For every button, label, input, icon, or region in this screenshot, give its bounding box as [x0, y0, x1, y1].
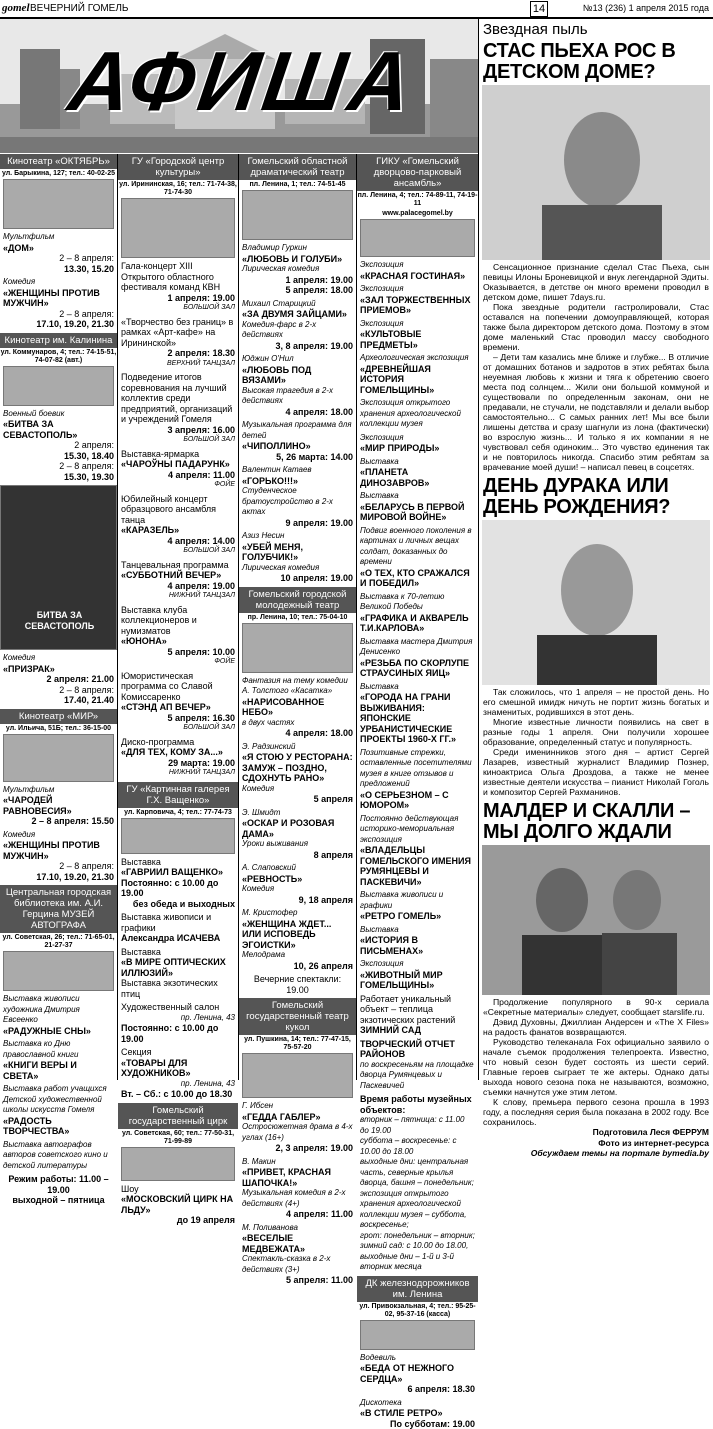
- section-header: Гомельский государственный цирк: [118, 1103, 238, 1129]
- singer-photo: [482, 85, 710, 260]
- listing: Юмористическая программа со Славой Комиссаренко «СТЭНД АП ВЕЧЕР» 5 апреля: 16.30 БОЛЬШОЙ ЗАЛ: [118, 671, 238, 734]
- article-paragraph: Многие известные личности появились на свет в разные годы 1 апреля. Они получили хорошее образование, определенный статус и популярность.: [479, 717, 713, 747]
- section-address: ул. Ирининская, 16; тел.: 71-74-38, 71-74-30: [118, 180, 238, 198]
- exhibit-item: Экспозиция «ЗАЛ ТОРЖЕСТВЕННЫХ ПРИЕМОВ»: [357, 284, 478, 316]
- article-headline: СТАС ПЬЕХА РОС В ДЕТСКОМ ДОМЕ?: [479, 41, 713, 83]
- exhibit-item: Выставка живописи и графики «РЕТРО ГОМЕЛЬ»: [357, 890, 478, 922]
- culture-house-photo: [360, 1320, 475, 1350]
- article-paragraph: Дэвид Духовны, Джиллиан Андерсен и «The X Files» на радость фанатов возвращаются.: [479, 1017, 713, 1037]
- listing: Комедия «ЖЕНЩИНЫ ПРОТИВ МУЖЧИН» 2 – 8 апреля: 17.10, 19.20, 21.30: [0, 830, 117, 883]
- exhibit-item: Выставка мастера Дмитрия Денисенко «РЕЗЬБА ПО СКОРЛУПЕ СТРАУСИНЫХ ЯИЦ»: [357, 637, 478, 679]
- exhibit-item: Археологическая экспозиция «ДРЕВНЕЙШАЯ ИСТОРИЯ ГОМЕЛЬЩИНЫ»: [357, 353, 478, 395]
- website-link[interactable]: www.palacegomel.by: [357, 209, 478, 219]
- poster-title: БИТВА ЗА СЕВАСТОПОЛЬ: [1, 610, 118, 631]
- section-address: ул. Советская, 26; тел.: 71-65-01, 21-27-37: [0, 933, 117, 951]
- opening-hours: Режим работы: 11.00 – 19.00 выходной – пятница: [0, 1174, 117, 1206]
- portrait-image: [482, 85, 710, 260]
- x-files-photo: [482, 845, 710, 995]
- exhibit-item: Экспозиция «МИР ПРИРОДЫ»: [357, 433, 478, 454]
- exhibit-item: Выставка «БЕЛАРУСЬ В ПЕРВОЙ МИРОВОЙ ВОЙНЕ»: [357, 491, 478, 523]
- photo-credit: Фото из интернет-ресурса: [479, 1138, 713, 1149]
- theatre-photo: [242, 190, 353, 240]
- cinema-column: [0, 154, 117, 1080]
- evening-shows: Вечерние спектакли: 19.00: [239, 974, 356, 995]
- museum-hours: Время работы музейных объектов: вторник – пятница: с 11.00 до 19.00 суббота – воскресенье: с 10.00 до 18.00 выходные дни: центральная часть, северные крылья дворца, башня – понедельник; экспозиция открытого хранения археологической коллекции музея – суббота, воскресенье; грот: понедельник – вторник; зимний сад: с 10.00 до 18.00, выходные дни – 1-й и 3-й вторник месяца: [357, 1094, 478, 1273]
- section-address: пл. Ленина, 4; тел.: 74-89-11, 74-19-11: [357, 191, 478, 209]
- running-header: [0, 0, 713, 18]
- article-paragraph: К слову, премьера первого сезона прошла в 1993 году, а последняя серия была показана в 2002 году. Все сохранилось.: [479, 1097, 713, 1127]
- news-column: [479, 19, 713, 1080]
- section-address: ул. Привокзальная, 4; тел.: 95-25-02, 95-37-16 (касса): [357, 1302, 478, 1320]
- article-paragraph: Продолжение популярного в 90-х сериала «Секретные материалы» следует, сообщает starslife.ru.: [479, 997, 713, 1017]
- section-address: ул. Пушкина, 14; тел.: 77-47-15, 75-57-20: [239, 1035, 356, 1053]
- listing: Михаил Старицкий «ЗА ДВУМЯ ЗАЙЦАМИ» Комедия-фарс в 2-х действиях 3, 8 апреля: 19.00: [239, 299, 356, 352]
- listing: Юбилейный концерт образцового ансамбля танца «КАРАЗЕЛЬ» 4 апреля: 14.00 БОЛЬШОЙ ЗАЛ: [118, 494, 238, 557]
- cinema-photo: [3, 734, 114, 782]
- listing: Азиз Несин «УБЕЙ МЕНЯ, ГОЛУБЧИК!» Лирическая комедия 10 апреля: 19.00: [239, 531, 356, 584]
- section-header: ДК железнодорожников им. Ленина: [357, 1276, 478, 1302]
- listing: М. Поливанова «ВЕСЕЛЫЕ МЕДВЕЖАТА» Спектакль-сказка в 2-х действиях (3+) 5 апреля: 11.00: [239, 1223, 356, 1286]
- article-paragraph: – Дети там казались мне ближе и глубже... В отличие от домашних ботанов и задротов в этих ребятах была неуемная любовь к жизни и тяга к обретению своего места под солнцем... Жили они большой коммуной и существовали по определенным законам, они не предавали, не стучали, не подставляли и делали выбор самостоятельно... С самых ранних лет! Мы все были лишены детства и сразу шагнули из лона (фактически) во взрослую жизнь... И только я их компании я не чувствовал себя одиноким... Это чувство единения так и не повторилось никогда. Спасибо этим ребятам за врачевание моей души! – написал певец в соцсетях.: [479, 352, 713, 472]
- listing: Выставка-ярмарка «ЧАРОЎНЫ ПАДАРУНК» 4 апреля: 11.00 ФОЙЕ: [118, 449, 238, 491]
- banner-title: АФИША: [63, 33, 421, 130]
- listing: Выставка живописи и графики Александра ИСАЧЕВА: [118, 912, 238, 944]
- paper-logo: gomel: [2, 2, 30, 14]
- listing: Г. Ибсен «ГЕДДА ГАБЛЕР» Остросюжетная драма в 4-х углах (16+) 2, 3 апреля: 19.00: [239, 1101, 356, 1154]
- issue-info: №13 (236) 1 апреля 2015 года: [583, 3, 709, 13]
- section-header: Кинотеатр им. Калинина: [0, 333, 117, 348]
- section-header: Кинотеатр «ОКТЯБРЬ»: [0, 154, 117, 169]
- article-paragraph: Так сложилось, что 1 апреля – не простой день. Но его смешной имидж ничуть не портит жизнь богатых и знаменитых, родившихся в этот день.: [479, 687, 713, 717]
- listing: Выставка живописи художника Дмитрия Евсеенко «РАДУЖНЫЕ СНЫ»: [0, 994, 117, 1036]
- listing: Художественный салон пр. Ленина, 43 Постоянно: с 10.00 до 19.00: [118, 1002, 238, 1044]
- cinema-photo: [3, 366, 114, 406]
- listing: Выставка клуба коллекционеров и нумизматов «ЮНОНА» 5 апреля: 10.00 ФОЙЕ: [118, 605, 238, 668]
- section-address: ул. Коммунаров, 4; тел.: 74-15-51, 74-07-82 (авт.): [0, 348, 117, 366]
- listing: Э. Радзинский «Я СТОЮ У РЕСТОРАНА: ЗАМУЖ – ПОЗДНО, СДОХНУТЬ РАНО» Комедия 5 апреля: [239, 742, 356, 805]
- listing: Работает уникальный объект – теплица экзотических растений ЗИМНИЙ САД: [357, 994, 478, 1036]
- listing: Гала-концерт XIII Открытого областного фестиваля команд КВН 1 апреля: 19.00 БОЛЬШОЙ ЗАЛ: [118, 261, 238, 314]
- exhibit-item: Экспозиция «КРАСНАЯ ГОСТИНАЯ»: [357, 260, 478, 281]
- section-address: ул. Ильича, 51Б; тел.: 36-15-00: [0, 724, 117, 734]
- circus-photo: [121, 1147, 235, 1181]
- listing: Владимир Гуркин «ЛЮБОВЬ И ГОЛУБИ» Лирическая комедия 1 апреля: 19.00 5 апреля: 18.00: [239, 243, 356, 296]
- listing: Военный боевик «БИТВА ЗА СЕВАСТОПОЛЬ» 2 апреля: 15.30, 18.40 2 – 8 апреля: 15.30, 19.30: [0, 409, 117, 483]
- exhibit-item: Экспозиция открытого хранения археологической коллекции музея: [357, 398, 478, 430]
- cinema-photo: [3, 179, 114, 229]
- exhibit-item: Выставка «ГОРОДА НА ГРАНИ ВЫЖИВАНИЯ: ЯПОНСКИЕ УРБАНИСТИЧЕСКИЕ ПРОЕКТЫ 1960-Х ГГ.»: [357, 682, 478, 745]
- listing: Танцевальная программа «СУББОТНИЙ ВЕЧЕР» 4 апреля: 19.00 НИЖНИЙ ТАНЦЗАЛ: [118, 560, 238, 602]
- listing: Юджин О'Нил «ЛЮБОВЬ ПОД ВЯЗАМИ» Высокая трагедия в 2-х действиях 4 апреля: 18.00: [239, 354, 356, 417]
- listing: ТВОРЧЕСКИЙ ОТЧЕТ РАЙОНОВ по воскресеньям на площадке дворца Румянцевых и Паскевичей: [357, 1039, 478, 1092]
- exhibit-list: [357, 260, 478, 991]
- listing: Выставка автографов авторов советского кино и детской литературы: [0, 1140, 117, 1172]
- exhibit-item: Выставка «ИСТОРИЯ В ПИСЬМЕНАХ»: [357, 925, 478, 957]
- listing: Музыкальная программа для детей «ЧИПОЛЛИНО» 5, 26 марта: 14.00: [239, 420, 356, 462]
- section-address: ул. Советская, 60; тел.: 77-50-31, 71-99-89: [118, 1129, 238, 1147]
- article-paragraph: Пока звездные родители гастролировали, Стас оставался на попечении домоуправляющей, которая также была директором детского дома. Поэтому в этом доме маленький Стас проводил массу свободного времени.: [479, 302, 713, 352]
- author-credit: Подготовила Леся ФЕРРУМ: [479, 1127, 713, 1138]
- article-paragraph: Сенсационное признание сделал Стас Пьеха, сын певицы Илоны Броневицкой и внук легендарной Эдиты. Оказывается, в детстве он много времени проводил в детском доме, пишет 7days.ru.: [479, 262, 713, 302]
- exhibit-item: Позитивные стрежки, оставленные посетителями музея в книге отзывов и предложений «О СЕРЬЕЗНОМ – С ЮМОРОМ»: [357, 748, 478, 811]
- venue-photo: [121, 198, 235, 258]
- afisha-banner: [0, 19, 478, 153]
- section-header: Гомельский государственный театр кукол: [239, 998, 356, 1035]
- exhibit-item: Выставка к 70-летию Великой Победы «ГРАФИКА И АКВАРЕЛЬ Т.И.КАРЛОВА»: [357, 592, 478, 634]
- gallery-photo: [121, 818, 235, 854]
- section-header: Гомельский городской молодежный театр: [239, 587, 356, 613]
- listing: В. Макин «ПРИВЕТ, КРАСНАЯ ШАПОЧКА!» Музыкальная комедия в 2-х действиях (4+) 4 апреля: 11.00: [239, 1157, 356, 1220]
- article-headline: МАЛДЕР И СКАЛЛИ – МЫ ДОЛГО ЖДАЛИ: [479, 801, 713, 843]
- movie-poster: [0, 485, 117, 650]
- exhibit-item: Постоянно действующая историко-мемориальная экспозиция «ВЛАДЕЛЬЦЫ ГОМЕЛЬСКОГО ИМЕНИЯ РУМЯНЦЕВЫ И ПАСКЕВИЧИ»: [357, 814, 478, 888]
- section-address: пл. Ленина, 1; тел.: 74-51-45: [239, 180, 356, 190]
- section-header: Гомельский областной драматический театр: [239, 154, 356, 180]
- listing: Фантазия на тему комедии А. Толстого «Касатка» «НАРИСОВАННОЕ НЕБО» в двух частях 4 апреля: 18.00: [239, 676, 356, 739]
- listing: Мультфильм «ДОМ» 2 – 8 апреля: 13.30, 15.20: [0, 232, 117, 274]
- section-header: ГИКУ «Гомельский дворцово-парковый ансамбль»: [357, 154, 478, 191]
- library-photo: [3, 951, 114, 991]
- rubric-title: Звездная пыль: [479, 19, 713, 41]
- listing: Секция «ТОВАРЫ ДЛЯ ХУДОЖНИКОВ» пр. Ленина, 43 Вт. – Сб.: с 10.00 до 18.30: [118, 1047, 238, 1100]
- article-paragraph: Среди именинников этого дня – артист Сергей Лазарев, известный журналист Владимир Познер, киноактриса Ольга Дроздова, а также не менее известные деятели искусства – пианист Николай Гоголь и композитор Сергей Рахманинов.: [479, 747, 713, 797]
- section-header: ГУ «Городской центр культуры»: [118, 154, 238, 180]
- article-paragraph: Руководство телеканала Fox официально заявило о начале съемок продолжения телепроекта. Известно, что новый сезон будет состоять из шести серий. Главные героев сыграет те же актеры. Однако даты выхода нового сезона пока не называются, возможно, съемки начнутся уже этим летом.: [479, 1037, 713, 1097]
- paper-name: ВЕЧЕРНИЙ ГОМЕЛЬ: [30, 3, 128, 14]
- exhibit-item: Подвиг военного поколения в картинах и личных вещах солдат, доказанных до времени «О ТЕХ, КТО СРАЖАЛСЯ И ПОБЕДИЛ»: [357, 526, 478, 589]
- section-header: ГУ «Картинная галерея Г.Х. Ващенко»: [118, 782, 238, 808]
- listing: Дискотека «В СТИЛЕ РЕТРО» По субботам: 19.00: [357, 1398, 478, 1429]
- listing: Водевиль «БЕДА ОТ НЕЖНОГО СЕРДЦА» 6 апреля: 18.30: [357, 1353, 478, 1395]
- listing: Валентин Катаев «ГОРЬКО!!!» Студенческое братоустройство в 2-х актах 9 апреля: 19.00: [239, 465, 356, 528]
- section-address: ул. Карповича, 4; тел.: 77-74-73: [118, 808, 238, 818]
- actors-image: [482, 845, 710, 995]
- section-header: Центральная городская библиотека им. А.И. Герцина МУЗЕЙ АВТОГРАФА: [0, 885, 117, 933]
- listing: Выставка работ учащихся Детской художественной школы искусств Гомеля «РАДОСТЬ ТВОРЧЕСТВА»: [0, 1084, 117, 1137]
- listing: Выставка ко Дню православной книги «КНИГИ ВЕРЫ И СВЕТА»: [0, 1039, 117, 1081]
- article-headline: ДЕНЬ ДУРАКА ИЛИ ДЕНЬ РОЖДЕНИЯ?: [479, 476, 713, 518]
- listing: Диско-программа «ДЛЯ ТЕХ, КОМУ ЗА...» 29 марта: 19.00 НИЖНИЙ ТАНЦЗАЛ: [118, 737, 238, 779]
- exhibit-item: Экспозиция «ЖИВОТНЫЙ МИР ГОМЕЛЬЩИНЫ»: [357, 959, 478, 991]
- exhibit-item: Экспозиция «КУЛЬТОВЫЕ ПРЕДМЕТЫ»: [357, 319, 478, 351]
- puppet-theatre-photo: [242, 1053, 353, 1098]
- culture-center-column: [118, 154, 238, 1080]
- singer-photo: [482, 520, 710, 685]
- portrait-image: [482, 520, 710, 685]
- listing: Выставка «ГАВРИИЛ ВАЩЕНКО» Постоянно: с 10.00 до 19.00 без обеда и выходных: [118, 857, 238, 910]
- listing: Подведение итогов соревнования на лучший коллектив среди предприятий, организаций и учреждений Гомеля 3 апреля: 16.00 БОЛЬШОЙ ЗАЛ: [118, 372, 238, 446]
- listing: Шоу «МОСКОВСКИЙ ЦИРК НА ЛЬДУ» до 19 апреля: [118, 1184, 238, 1226]
- listing: Мультфильм «ЧАРОДЕЙ РАВНОВЕСИЯ» 2 – 8 апреля: 15.50: [0, 785, 117, 827]
- listing: «Творчество без границ» в рамках «Арт-кафе» на Ирининской» 2 апреля: 18.30 ВЕРХНИЙ ТАНЦЗАЛ: [118, 317, 238, 370]
- exhibit-item: Выставка «ПЛАНЕТА ДИНОЗАВРОВ»: [357, 457, 478, 489]
- section-header: Кинотеатр «МИР»: [0, 709, 117, 724]
- theatre-photo: [242, 623, 353, 673]
- listing: М. Кристофер «ЖЕНЩИНА ЖДЕТ... ИЛИ ИСПОВЕДЬ ЭГОИСТКИ» Мелодрама 10, 26 апреля: [239, 908, 356, 971]
- theatre-column: [239, 154, 356, 1080]
- museum-column: [357, 154, 478, 1080]
- listing: Э. Шмидт «ОСКАР И РОЗОВАЯ ДАМА» Уроки выживания 8 апреля: [239, 808, 356, 861]
- listing: А. Слаповский «РЕВНОСТЬ» Комедия 9, 18 апреля: [239, 863, 356, 905]
- portal-footer[interactable]: Обсуждаем темы на портале bymedia.by: [479, 1148, 713, 1159]
- listing: Выставка «В МИРЕ ОПТИЧЕСКИХ ИЛЛЮЗИЙ» Выставка экзотических птиц: [118, 947, 238, 1000]
- listing: Комедия «ПРИЗРАК» 2 апреля: 21.00 2 – 8 апреля: 17.40, 21.40: [0, 653, 117, 706]
- palace-photo: [360, 219, 475, 257]
- section-address: ул. Барыкина, 127; тел.: 40-02-25: [0, 169, 117, 179]
- page-number: 14: [530, 1, 548, 17]
- section-address: пр. Ленина, 10; тел.: 75-04-10: [239, 613, 356, 623]
- listing: Комедия «ЖЕНЩИНЫ ПРОТИВ МУЖЧИН» 2 – 8 апреля: 17.10, 19.20, 21.30: [0, 277, 117, 330]
